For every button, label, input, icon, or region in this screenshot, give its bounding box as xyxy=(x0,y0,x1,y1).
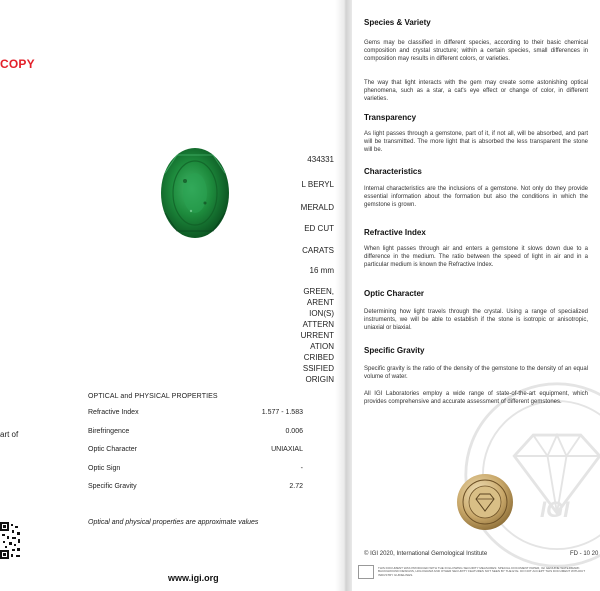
partial-label: art of xyxy=(0,430,19,439)
section-text: The way that light interacts with the gem may create some astonishing optical phenomena, such as a star, a cat's eye effect or change of color, in different varieties. xyxy=(364,80,588,103)
birefringence-label: Birefringence xyxy=(88,427,130,435)
qr-code[interactable] xyxy=(0,522,22,560)
table-row xyxy=(88,428,303,447)
report-right-page xyxy=(352,0,600,591)
section-title: Transparency xyxy=(364,113,417,122)
refractive-index-value: 1.577 - 1.583 xyxy=(261,409,303,416)
comment-line-2: ATION xyxy=(310,342,334,351)
section-text: Specific gravity is the ratio of the density of the gemstone to the density of an equal volume of water. xyxy=(364,366,588,381)
comment-line-4: SSIFIED xyxy=(302,364,334,373)
section-title: Optic Character xyxy=(364,289,425,298)
comment-line-1: URRENT xyxy=(300,331,334,340)
properties-note: Optical and physical properties are approximate values xyxy=(88,519,259,526)
copy-label: COPY xyxy=(0,57,35,71)
specific-gravity-value: 2.72 xyxy=(289,483,303,490)
table-row xyxy=(88,446,303,465)
birefringence-value: 0.006 xyxy=(285,427,303,435)
pattern-value: ATTERN xyxy=(302,320,334,329)
table-row xyxy=(88,409,303,428)
species-value: L BERYL xyxy=(301,180,334,189)
shape-cut-value: ED CUT xyxy=(304,224,334,233)
section-text: Gems may be classified in different species, according to their basic chemical composition and crystal structure; within a certain species, small differences in composition may results in different colors, or varieties. xyxy=(364,40,588,63)
section-text: Internal characteristics are the inclusions of a gemstone. Not only do they provide essential information about the formation but also the conditions in which the gemstone is grown. xyxy=(364,186,588,209)
section-title: Species & Variety xyxy=(364,18,431,27)
security-fine-print: THIS DOCUMENT WAS PRODUCED WITH THE FOLLOWING SECURITY MEASURES: SPECIAL DOCUMENT PAPER, IGI GENUINE WATERMARK BACKGROUND DESIGNS, HOLOGRAM AND OTHER SECURITY FEATURES NOT SEEN BY THE EYE. DO NOT ACCEPT THIS DOCUMENT WITHOUT INDUSTRY GUIDELINES. xyxy=(378,565,585,577)
section-text: As light passes through a gemstone, part of it, if not all, will be absorbed, and part will be transmitted. The more light that is absorbed the less transparent the stone will be. xyxy=(364,131,588,154)
weight-value: CARATS xyxy=(302,246,334,255)
section-title: Specific Gravity xyxy=(364,346,425,355)
website-link[interactable]: www.igi.org xyxy=(168,573,219,583)
igi-seal xyxy=(456,473,514,531)
security-notice xyxy=(358,562,600,582)
igi-watermark-text: IGI xyxy=(540,497,570,522)
inclusions-value: ION(S) xyxy=(309,309,334,318)
transparency-value: ARENT xyxy=(306,298,334,307)
comment-line-5: ORIGIN xyxy=(305,375,334,384)
specific-gravity-label: Specific Gravity xyxy=(88,483,137,490)
section-text: All IGI Laboratories employ a wide range of state-of-the-art equipment, which provides comprehensive and accurate assessment of different gemstones. xyxy=(364,391,588,406)
emerald-photo xyxy=(155,143,235,243)
color-value: GREEN, xyxy=(303,287,334,296)
refractive-index-label: Refractive Index xyxy=(88,409,139,416)
section-text: When light passes through air and enters a gemstone it slows down due to a difference in the medium. The ratio between the speed of light in air and in a particular medium is known the Refractive Index. xyxy=(364,246,588,269)
form-code: FD - 10 20 xyxy=(570,551,599,557)
report-number: 434331 xyxy=(307,155,334,164)
section-title: Refractive Index xyxy=(364,228,426,237)
measurements-value: 16 mm xyxy=(309,266,334,275)
comment-line-3: CRIBED xyxy=(303,353,334,362)
section-text: Determining how light travels through the crystal. Using a range of specialized instruments, we will be able to establish if the stone is isotropic or anisotropic, uniaxial or biaxial. xyxy=(364,309,588,332)
optic-sign-label: Optic Sign xyxy=(88,464,121,472)
section-title: Characteristics xyxy=(364,167,422,176)
optic-sign-value: - xyxy=(300,464,303,472)
optical-properties-title: OPTICAL and PHYSICAL PROPERTIES xyxy=(88,393,218,400)
optic-character-label: Optic Character xyxy=(88,446,138,453)
table-row xyxy=(88,465,303,484)
copyright-text: © IGI 2020, International Gemological Institute xyxy=(364,551,488,557)
table-row xyxy=(88,483,303,502)
variety-value: MERALD xyxy=(300,203,334,212)
optical-properties-table xyxy=(88,393,303,502)
optic-character-value: UNIAXIAL xyxy=(271,446,303,453)
security-badge-icon xyxy=(358,565,374,579)
